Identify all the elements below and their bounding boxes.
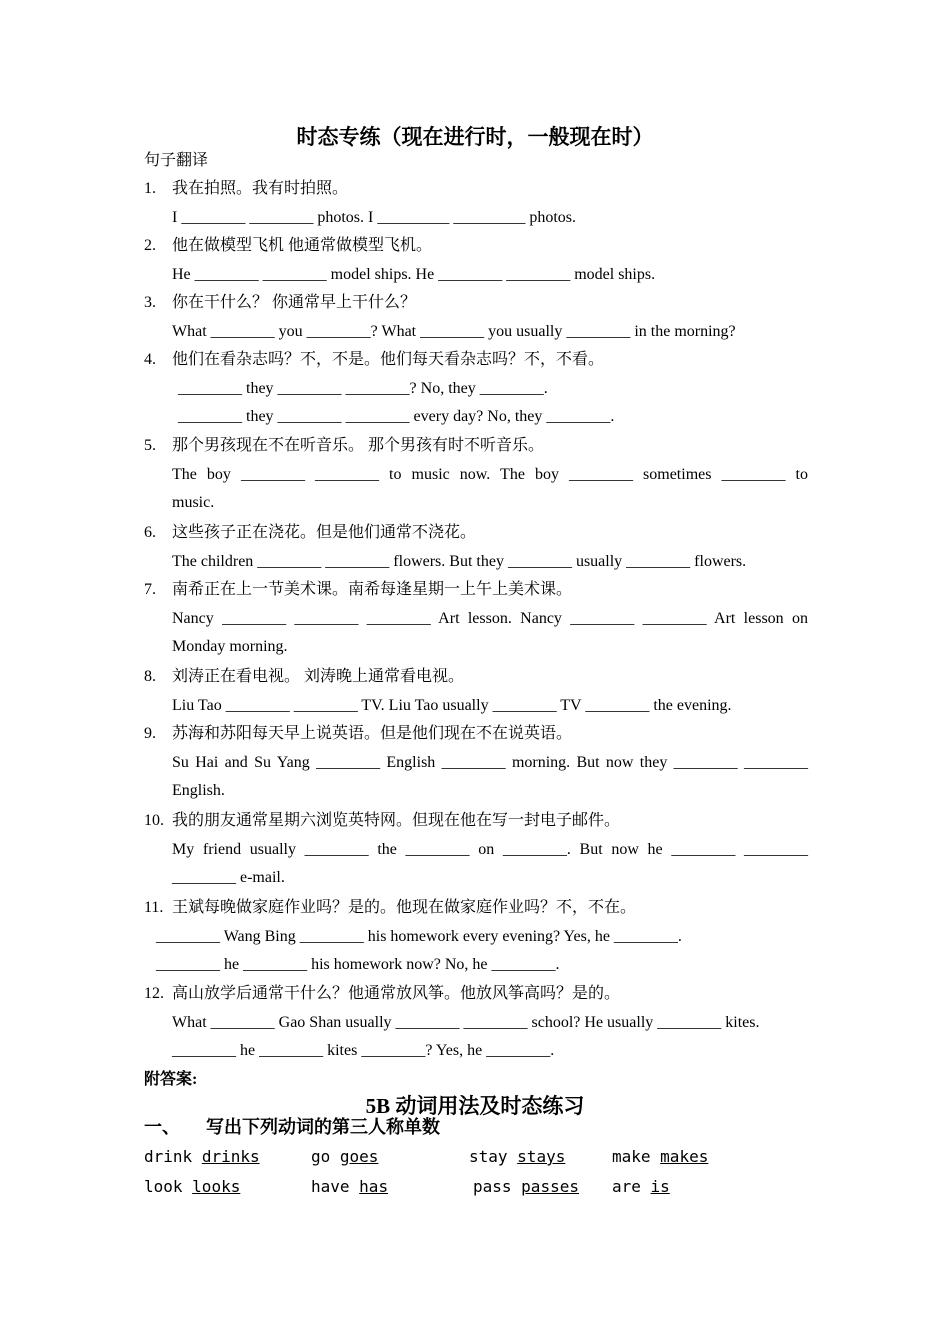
answer-line: Su Hai and Su Yang ________ English ________ morning. But now they ________ ________	[172, 753, 808, 771]
question-number: 2.	[144, 237, 156, 254]
question-number: 9.	[144, 725, 156, 742]
question-8	[144, 663, 808, 720]
verb-base: drink	[144, 1147, 193, 1166]
verb-base: pass	[473, 1177, 512, 1196]
exercise-number: 一、	[144, 1117, 180, 1138]
verb-base: make	[612, 1147, 651, 1166]
question-chinese: 我的朋友通常星期六浏览英特网。但现在他在写一封电子邮件。	[172, 812, 621, 829]
question-prompt	[144, 175, 808, 204]
verb-pair	[612, 1176, 670, 1198]
page-title: 时态专练（现在进行时，一般现在时）	[296, 125, 654, 149]
verb-pair	[311, 1176, 388, 1198]
question-prompt	[144, 720, 808, 749]
answer-line: The boy ________ ________ to music now. The boy ________ sometimes ________ to	[172, 465, 808, 483]
answer-line: Liu Tao ________ ________ TV. Liu Tao usually ________ TV ________ the evening.	[172, 696, 732, 714]
answer-line: English.	[172, 782, 225, 800]
question-prompt	[144, 432, 808, 461]
answer-line: ________ he ________ his homework now? No, he ________.	[156, 956, 560, 974]
question-number: 7.	[144, 581, 156, 598]
exercise-instruction: 写出下列动词的第三人称单数	[206, 1117, 440, 1138]
verb-third-person: passes	[521, 1177, 579, 1196]
verb-pair	[612, 1146, 708, 1168]
answer-line: ________ they ________ ________ every day? No, they ________.	[178, 408, 615, 426]
answer-line: ________ e-mail.	[172, 869, 285, 887]
question-prompt	[144, 663, 808, 692]
question-11	[144, 894, 808, 980]
verb-pair	[144, 1176, 240, 1198]
answer-line: Nancy ________ ________ ________ Art lesson. Nancy ________ ________ Art lesson on	[172, 609, 808, 627]
answer-line: The children ________ ________ flowers. But they ________ usually ________ flowers.	[172, 552, 747, 570]
question-prompt	[144, 576, 808, 605]
verb-base: have	[311, 1177, 350, 1196]
question-prompt	[144, 894, 808, 923]
section-title: 5B 动词用法及时态练习	[365, 1094, 585, 1118]
question-number: 12.	[144, 985, 164, 1002]
question-number: 4.	[144, 351, 156, 368]
verb-third-person: drinks	[201, 1147, 260, 1166]
question-chinese: 我在拍照。我有时拍照。	[172, 180, 349, 197]
question-number: 5.	[144, 437, 156, 454]
answer-line: What ________ Gao Shan usually ________ ________ school? He usually ________ kites.	[172, 1013, 760, 1031]
verb-pair	[144, 1146, 260, 1168]
question-6	[144, 519, 808, 576]
question-7	[144, 576, 808, 662]
verb-third-person: has	[359, 1177, 389, 1196]
question-prompt	[144, 232, 808, 261]
answer-line: ________ they ________ ________? No, they ________.	[178, 379, 548, 397]
question-9	[144, 720, 808, 806]
verb-third-person: stays	[517, 1147, 566, 1166]
verb-third-person: is	[650, 1177, 670, 1196]
verb-base: look	[144, 1177, 183, 1196]
question-chinese: 高山放学后通常干什么？他通常放风筝。他放风筝高吗？是的。	[172, 985, 621, 1002]
question-prompt	[144, 980, 808, 1009]
question-number: 10.	[144, 812, 164, 829]
question-4	[144, 346, 808, 432]
question-2	[144, 232, 808, 289]
verb-base: are	[612, 1177, 641, 1196]
question-chinese: 南希正在上一节美术课。南希每逢星期一上午上美术课。	[172, 581, 573, 598]
section-label: 句子翻译	[144, 152, 209, 169]
question-3	[144, 289, 808, 346]
exercise-heading	[144, 1116, 440, 1140]
answer-line: ________ he ________ kites ________? Yes, he ________.	[172, 1042, 555, 1060]
verb-pair	[473, 1176, 579, 1198]
answer-line: My friend usually ________ the ________ on ________. But now he ________ ________	[172, 840, 808, 858]
question-chinese: 他们在看杂志吗？不，不是。他们每天看杂志吗？不，不看。	[172, 351, 605, 368]
question-chinese: 苏海和苏阳每天早上说英语。但是他们现在不在说英语。	[172, 725, 573, 742]
verb-base: go	[311, 1147, 331, 1166]
verb-pair	[311, 1146, 378, 1168]
answer-line: I ________ ________ photos. I _________ _________ photos.	[172, 208, 576, 226]
answer-line: ________ Wang Bing ________ his homework every evening? Yes, he ________.	[156, 927, 682, 945]
question-number: 1.	[144, 180, 156, 197]
verb-pair	[469, 1146, 565, 1168]
question-chinese: 这些孩子正在浇花。但是他们通常不浇花。	[172, 524, 477, 541]
question-chinese: 王斌每晚做家庭作业吗？是的。他现在做家庭作业吗？不，不在。	[172, 899, 637, 916]
question-10	[144, 807, 808, 893]
question-chinese: 那个男孩现在不在听音乐。 那个男孩有时不听音乐。	[172, 437, 545, 454]
question-12	[144, 980, 808, 1066]
question-number: 6.	[144, 524, 156, 541]
answer-line: What ________ you ________? What ________ you usually ________ in the morning?	[172, 322, 736, 340]
question-1	[144, 175, 808, 232]
answer-line: Monday morning.	[172, 638, 288, 656]
answer-line: He ________ ________ model ships. He ________ ________ model ships.	[172, 265, 656, 283]
question-number: 11.	[144, 899, 164, 916]
question-chinese: 他在做模型飞机 他通常做模型飞机。	[172, 237, 433, 254]
question-number: 3.	[144, 294, 156, 311]
question-5	[144, 432, 808, 518]
question-prompt	[144, 519, 808, 548]
question-prompt	[144, 807, 808, 836]
verb-third-person: looks	[192, 1177, 241, 1196]
question-chinese: 刘涛正在看电视。 刘涛晚上通常看电视。	[172, 668, 465, 685]
question-chinese: 你在干什么？ 你通常早上干什么？	[172, 294, 417, 311]
verb-base: stay	[469, 1147, 508, 1166]
answer-key-label: 附答案:	[144, 1071, 198, 1088]
question-prompt	[144, 346, 808, 375]
answer-line: music.	[172, 494, 215, 512]
question-prompt	[144, 289, 808, 318]
question-number: 8.	[144, 668, 156, 685]
verb-third-person: makes	[660, 1147, 709, 1166]
verb-third-person: goes	[339, 1147, 379, 1166]
